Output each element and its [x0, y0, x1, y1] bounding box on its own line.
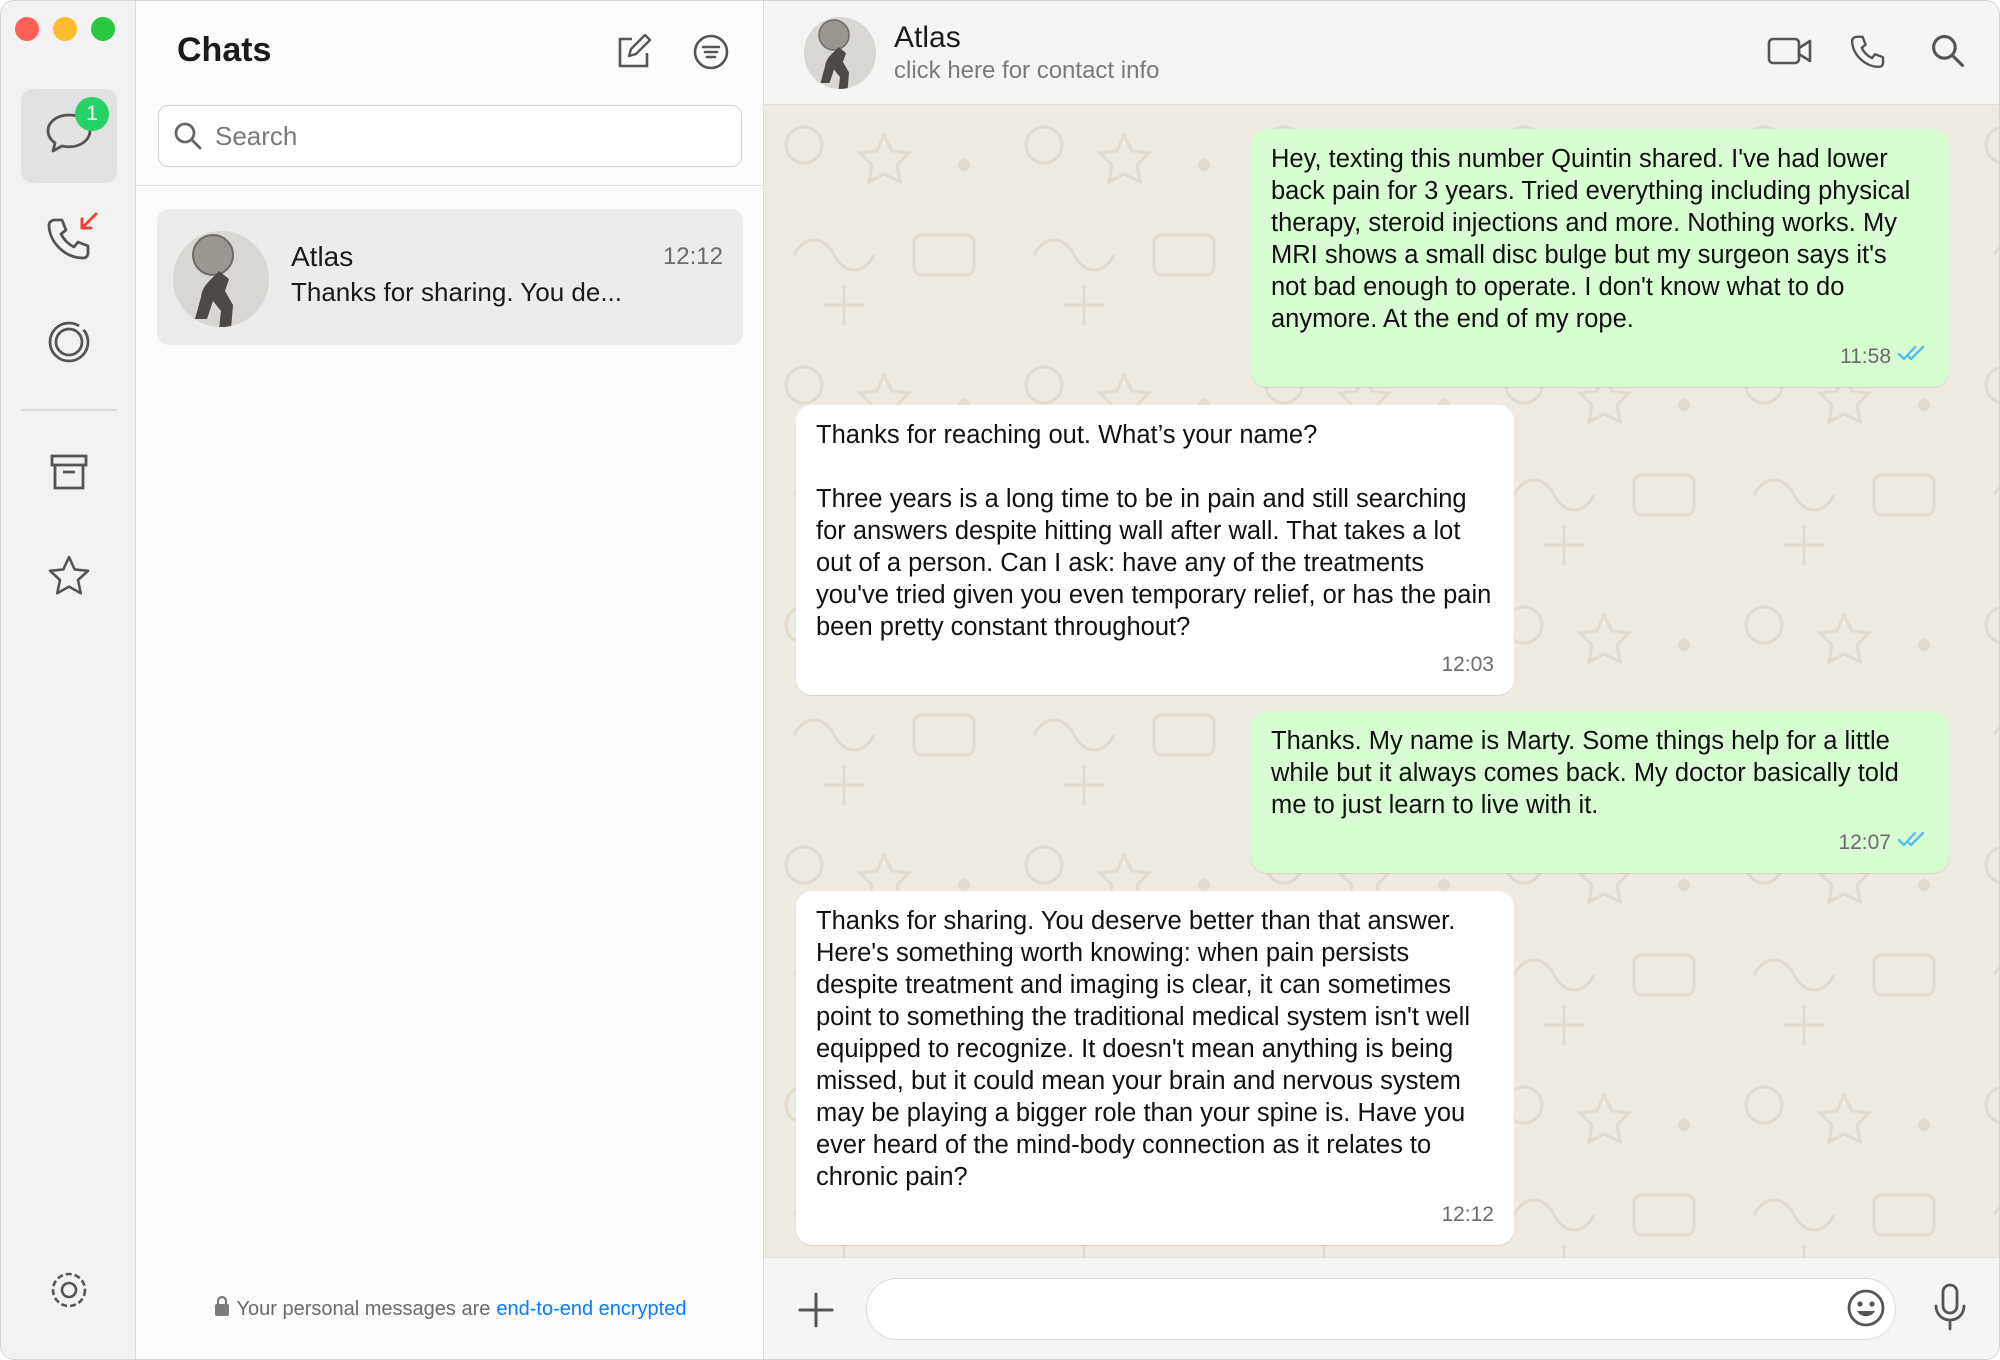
- composer-bar: [764, 1257, 1999, 1360]
- conversation-panel: [764, 1, 1999, 1359]
- status-icon: [45, 318, 93, 371]
- message-text: Thanks for reaching out. What’s your name? Three years is a long time to be in pain and still searching for answers despite hitting wall after wall. That takes a lot out of a person. Can I ask: have any of the treatments you've tried given you even temporary relief, or has the pain been pretty constant throughout?: [816, 421, 1492, 641]
- phone-icon: [1849, 32, 1887, 75]
- new-chat-button[interactable]: [610, 31, 656, 77]
- close-window-button[interactable]: [15, 17, 39, 41]
- missed-call-icon: [77, 211, 99, 238]
- video-camera-icon: [1767, 36, 1813, 71]
- chat-time: 12:12: [662, 243, 723, 270]
- chat-preview: Thanks for sharing. You de...: [291, 277, 622, 307]
- search-input[interactable]: [213, 120, 717, 153]
- message-area[interactable]: [764, 105, 1999, 1257]
- filter-icon: [692, 33, 730, 76]
- attach-button[interactable]: [796, 1290, 836, 1330]
- nav-chats-button[interactable]: [21, 89, 117, 183]
- read-ticks-icon: [1897, 341, 1929, 373]
- rail-divider: [21, 409, 117, 411]
- message-bubble-outgoing[interactable]: [1251, 129, 1949, 387]
- emoji-button[interactable]: [1846, 1288, 1886, 1328]
- zoom-window-button[interactable]: [91, 17, 115, 41]
- message-time: 12:12: [1441, 1203, 1494, 1226]
- lock-icon: [213, 1295, 231, 1323]
- message-time: 12:07: [1838, 831, 1891, 854]
- unread-badge: 1: [75, 97, 109, 131]
- emoji-icon: [1846, 1315, 1886, 1332]
- contact-info-hint[interactable]: click here for contact info: [894, 57, 1160, 84]
- message-time: 12:03: [1441, 653, 1494, 676]
- minimize-window-button[interactable]: [53, 17, 77, 41]
- archive-icon: [47, 450, 91, 499]
- message-bubble-incoming[interactable]: [796, 891, 1514, 1245]
- compose-icon: [615, 34, 651, 75]
- nav-archive-button[interactable]: [21, 427, 117, 521]
- message-time: 11:58: [1840, 345, 1891, 368]
- nav-rail: [1, 1, 136, 1359]
- message-text: Hey, texting this number Quintin shared. I've had lower back pain for 3 years. Tried everything including physical therapy, steroid injections and more. Nothing works. My MRI shows a small disc bulge but my surgeon says it's not bad enough to operate. I don't know what to do anymore. At the end of my rope.: [1271, 145, 1911, 333]
- nav-status-button[interactable]: [21, 297, 117, 391]
- voice-message-button[interactable]: [1930, 1282, 1970, 1332]
- search-icon: [1930, 33, 1966, 74]
- nav-calls-button[interactable]: [21, 193, 117, 287]
- settings-icon: [46, 1267, 92, 1318]
- list-divider: [136, 185, 763, 186]
- avatar: [173, 231, 269, 327]
- filter-chats-button[interactable]: [688, 31, 734, 77]
- message-bubble-incoming[interactable]: [796, 405, 1514, 695]
- encryption-link[interactable]: end-to-end encrypted: [496, 1297, 687, 1320]
- search-chat-button[interactable]: [1924, 31, 1972, 75]
- message-meta: [1271, 827, 1929, 859]
- window-controls: [15, 17, 115, 41]
- encryption-note: [136, 1295, 763, 1323]
- message-bubble-outgoing[interactable]: [1251, 711, 1949, 873]
- message-meta: [816, 649, 1494, 681]
- conversation-header[interactable]: [764, 1, 1999, 105]
- message-meta: [816, 1199, 1494, 1231]
- search-box[interactable]: [158, 105, 742, 167]
- contact-name: Atlas: [894, 21, 961, 54]
- search-icon: [173, 121, 203, 151]
- message-input[interactable]: [866, 1278, 1896, 1340]
- message-text: Thanks. My name is Marty. Some things help for a little while but it always comes back. My doctor basically told me to just learn to live with it.: [1271, 727, 1899, 819]
- chat-list-panel: [136, 1, 764, 1359]
- video-call-button[interactable]: [1766, 31, 1814, 75]
- plus-icon: [796, 1317, 836, 1334]
- nav-settings-button[interactable]: [21, 1245, 117, 1339]
- microphone-icon: [1930, 1319, 1970, 1336]
- nav-starred-button[interactable]: [21, 531, 117, 625]
- voice-call-button[interactable]: [1844, 31, 1892, 75]
- starred-icon: [46, 553, 92, 604]
- contact-avatar[interactable]: [804, 17, 876, 89]
- message-text: Thanks for sharing. You deserve better than that answer. Here's something worth knowing: when pain persists despite treatment and imaging is clear, it can sometimes point to something the traditional medical system isn't well equipped to recognize. It doesn't mean anything is being missed, but it could mean your brain and nervous system may be playing a bigger role than your spine is. Have you ever heard of the mind-body connection as it relates to chronic pain?: [816, 907, 1471, 1191]
- encryption-text: Your personal messages are: [236, 1297, 491, 1320]
- chats-title: Chats: [177, 31, 272, 69]
- read-ticks-icon: [1897, 827, 1929, 859]
- message-meta: [1271, 341, 1929, 373]
- chat-name: Atlas: [291, 241, 354, 272]
- chat-list-item[interactable]: [157, 209, 743, 345]
